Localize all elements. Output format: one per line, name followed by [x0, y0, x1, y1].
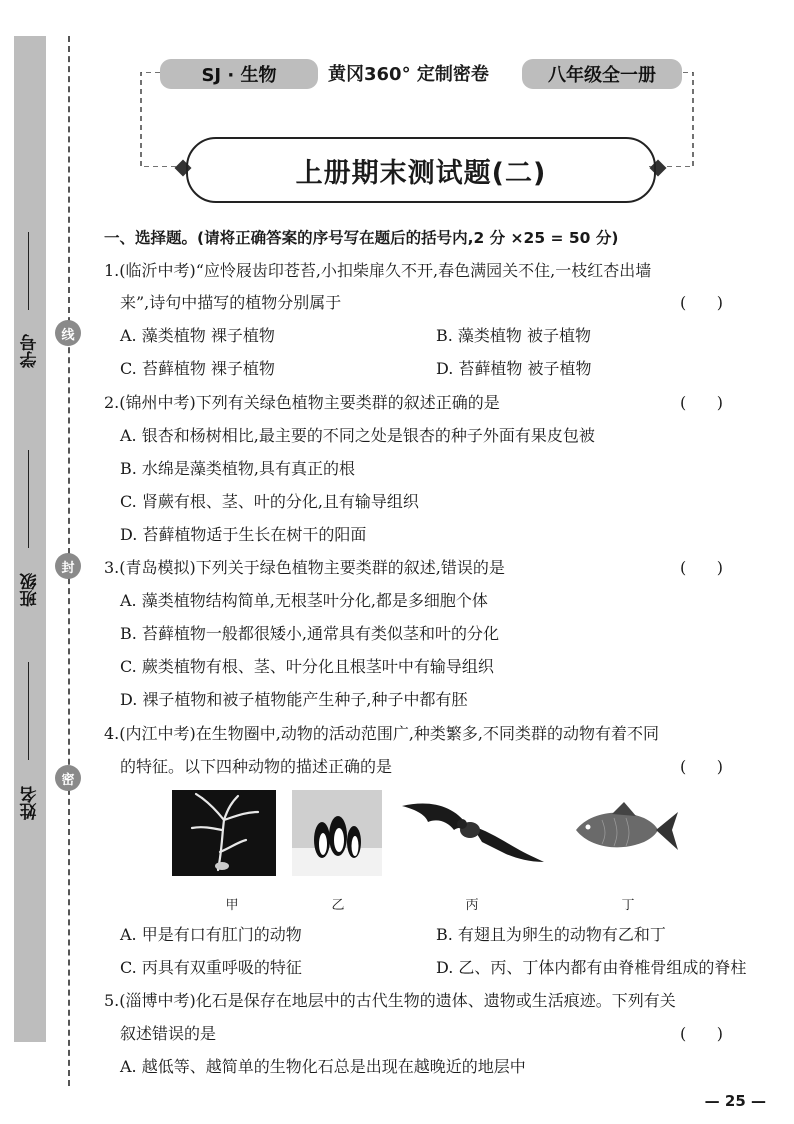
hydra-image	[172, 790, 276, 876]
name-blank	[28, 662, 29, 760]
q4-stem-line-1: 4.(内江中考)在生物圈中,动物的活动范围广,种类繁多,不同类群的动物有着不同	[104, 724, 660, 743]
q1-answer-blank[interactable]: ( )	[680, 293, 723, 312]
q4-answer-blank[interactable]: ( )	[680, 757, 723, 776]
caption-ding: 丁	[621, 898, 635, 913]
caption-jia: 甲	[225, 898, 239, 913]
q4-option-c: C. 丙具有双重呼吸的特征	[120, 958, 302, 977]
q5-option-a: A. 越低等、越简单的生物化石总是出现在越晚近的地层中	[120, 1057, 526, 1076]
series-name: 黄冈360° 定制密卷	[328, 64, 489, 85]
student-id-label: 学号	[20, 334, 41, 368]
caption-bing: 丙	[465, 898, 479, 913]
q3-answer-blank[interactable]: ( )	[680, 558, 723, 577]
grade-tag: 八年级全一册	[522, 59, 682, 89]
q5-stem-line-2: 叙述错误的是	[120, 1024, 217, 1043]
q3-option-b: B. 苔藓植物一般都很矮小,通常具有类似茎和叶的分化	[120, 624, 500, 643]
student-id-blank	[28, 232, 29, 310]
q1-stem-line-1: 1.(临沂中考)“应怜屐齿印苍苔,小扣柴扉久不开,春色满园关不住,一枝红杏出墙	[104, 261, 652, 280]
section-heading: 一、选择题。(请将正确答案的序号写在题后的括号内,2 分 ×25 = 50 分)	[104, 229, 619, 247]
q3-stem-line-1: 3.(青岛模拟)下列关于绿色植物主要类群的叙述,错误的是	[104, 558, 505, 577]
q5-answer-blank[interactable]: ( )	[680, 1024, 723, 1043]
q2-option-b: B. 水绵是藻类植物,具有真正的根	[120, 459, 356, 478]
q4-option-a: A. 甲是有口有肛门的动物	[120, 925, 302, 944]
class-blank	[28, 450, 29, 548]
q1-stem-line-2: 来”,诗句中描写的植物分别属于	[120, 293, 342, 312]
q4-stem-line-2: 的特征。以下四种动物的描述正确的是	[120, 757, 393, 776]
seal-secret-mark: 密	[55, 765, 81, 791]
q5-stem-line-1: 5.(淄博中考)化石是保存在地层中的古代生物的遗体、遗物或生活痕迹。下列有关	[104, 991, 676, 1010]
q2-answer-blank[interactable]: ( )	[680, 393, 723, 412]
page-number: — 25 —	[704, 1092, 766, 1110]
q2-option-c: C. 肾蕨有根、茎、叶的分化,且有输导组织	[120, 492, 419, 511]
class-label: 班级	[20, 573, 41, 607]
binding-margin	[14, 36, 46, 1042]
q2-option-a: A. 银杏和杨树相比,最主要的不同之处是银杏的种子外面有果皮包被	[120, 426, 595, 445]
page-title: 上册期末测试题(二)	[186, 137, 656, 203]
name-label: 姓名	[20, 786, 41, 820]
carp-image	[572, 800, 682, 860]
q1-option-b: B. 藻类植物 被子植物	[436, 326, 592, 345]
q4-option-d: D. 乙、丙、丁体内都有由脊椎骨组成的脊柱	[436, 958, 747, 977]
q2-stem-line-1: 2.(锦州中考)下列有关绿色植物主要类群的叙述正确的是	[104, 393, 500, 412]
caption-yi: 乙	[331, 898, 345, 913]
penguins-image	[292, 790, 382, 876]
q1-option-c: C. 苔藓植物 裸子植物	[120, 359, 275, 378]
q3-option-c: C. 蕨类植物有根、茎、叶分化且根茎叶中有输导组织	[120, 657, 494, 676]
q4-option-b: B. 有翅且为卵生的动物有乙和丁	[436, 925, 666, 944]
q1-option-d: D. 苔藓植物 被子植物	[436, 359, 592, 378]
seal-line-mark: 线	[55, 320, 81, 346]
q3-option-a: A. 藻类植物结构简单,无根茎叶分化,都是多细胞个体	[120, 591, 488, 610]
q3-option-d: D. 裸子植物和被子植物能产生种子,种子中都有胚	[120, 690, 468, 709]
q1-option-a: A. 藻类植物 裸子植物	[120, 326, 275, 345]
seal-seal-mark: 封	[55, 553, 81, 579]
subject-tag: SJ · 生物	[160, 59, 318, 89]
q2-option-d: D. 苔藓植物适于生长在树干的阳面	[120, 525, 367, 544]
bat-image	[398, 796, 546, 866]
